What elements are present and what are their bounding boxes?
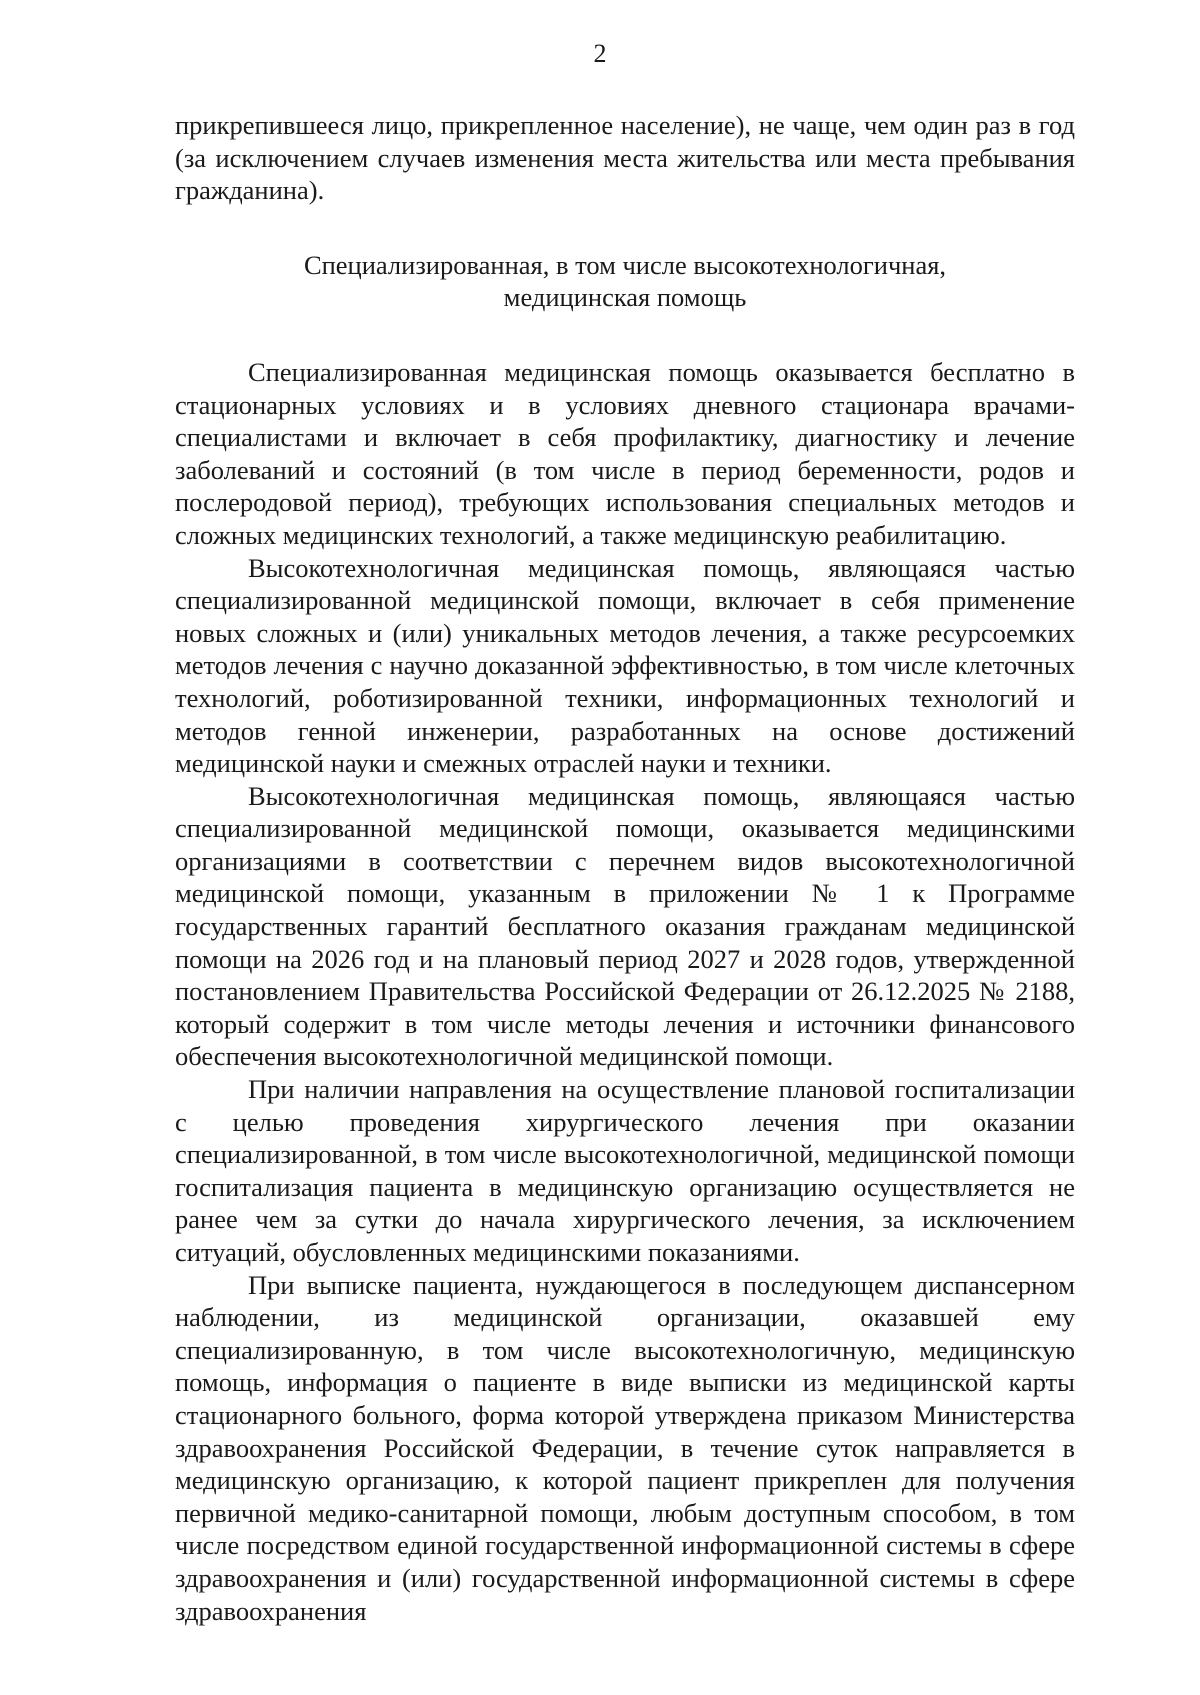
paragraph-specialized-care: Специализированная медицинская помощь оказывается бесплатно в стационарных условиях и в условиях дневного стационара врачами-специалистами и включает в себя профилактику, диагностику и лечение заболеваний и состояний (в том числе в период беременности, родов и послеродовой период), требующих использования специальных методов и сложных медицинских технологий, а также медицинскую реабилитацию. [175, 356, 1075, 550]
paragraph-high-tech-provision: Высокотехнологичная медицинская помощь, являющаяся частью специализированной медицинской помощи, оказывается медицинскими организациями в соответствии с перечнем видов высокотехнологичной медицинской помощи, указанным в приложении № 1 к Программе государственных гарантий бесплатного оказания гражданам медицинской помощи на 2026 год и на плановый период 2027 и 2028 годов, утвержденной постановлением Правительства Российской Федерации от 26.12.2025 № 2188, который содержит в том числе методы лечения и источники финансового обеспечения высокотехнологичной медицинской помощи. [175, 780, 1075, 1072]
paragraph-planned-hospitalization: При наличии направления на осуществление плановой госпитализации с целью проведения хирургического лечения при оказании специализированной, в том числе высокотехнологичной, медицинской помощи госпитализация пациента в медицинскую организацию осуществляется не ранее чем за сутки до начала хирургического лечения, за исключением ситуаций, обусловленных медицинскими показаниями. [175, 1074, 1075, 1267]
paragraph-high-tech-definition: Высокотехнологичная медицинская помощь, являющаяся частью специализированной медицинской помощи, включает в себя применение новых сложных и (или) уникальных методов лечения, а также ресурсоемких методов лечения с научно доказанной эффективностью, в том числе клеточных технологий, роботизированной техники, информационных технологий и методов генной инженерии, разработанных на основе достижений медицинской науки и смежных отраслей науки и техники. [175, 552, 1075, 779]
paragraph-continuation: прикрепившееся лицо, прикрепленное население), не чаще, чем один раз в год (за исключением случаев изменения места жительства или места пребывания гражданина). [175, 110, 1075, 206]
section-heading-line-2: медицинская помощь [503, 282, 747, 313]
paragraph-patient-discharge: При выписке пациента, нуждающегося в последующем диспансерном наблюдении, из медицинской организации, оказавшей ему специализированную, в том числе высокотехнологичную, медицинскую помощь, информация о пациенте в виде выписки из медицинской карты стационарного больного, форма которой утверждена приказом Министерства здравоохранения Российской Федерации, в течение суток направляется в медицинскую организацию, к которой пациент прикреплен для получения первичной медико-санитарной помощи, любым доступным способом, в том числе посредством единой государственной информационной системы в сфере здравоохранения и (или) государственной информационной системы в сфере здравоохранения [175, 1269, 1075, 1626]
section-heading-line-1: Специализированная, в том числе высокотехнологичная, [303, 249, 947, 280]
page-number: 2 [593, 39, 607, 68]
section-heading [175, 249, 1075, 314]
document-body [175, 109, 1075, 1627]
